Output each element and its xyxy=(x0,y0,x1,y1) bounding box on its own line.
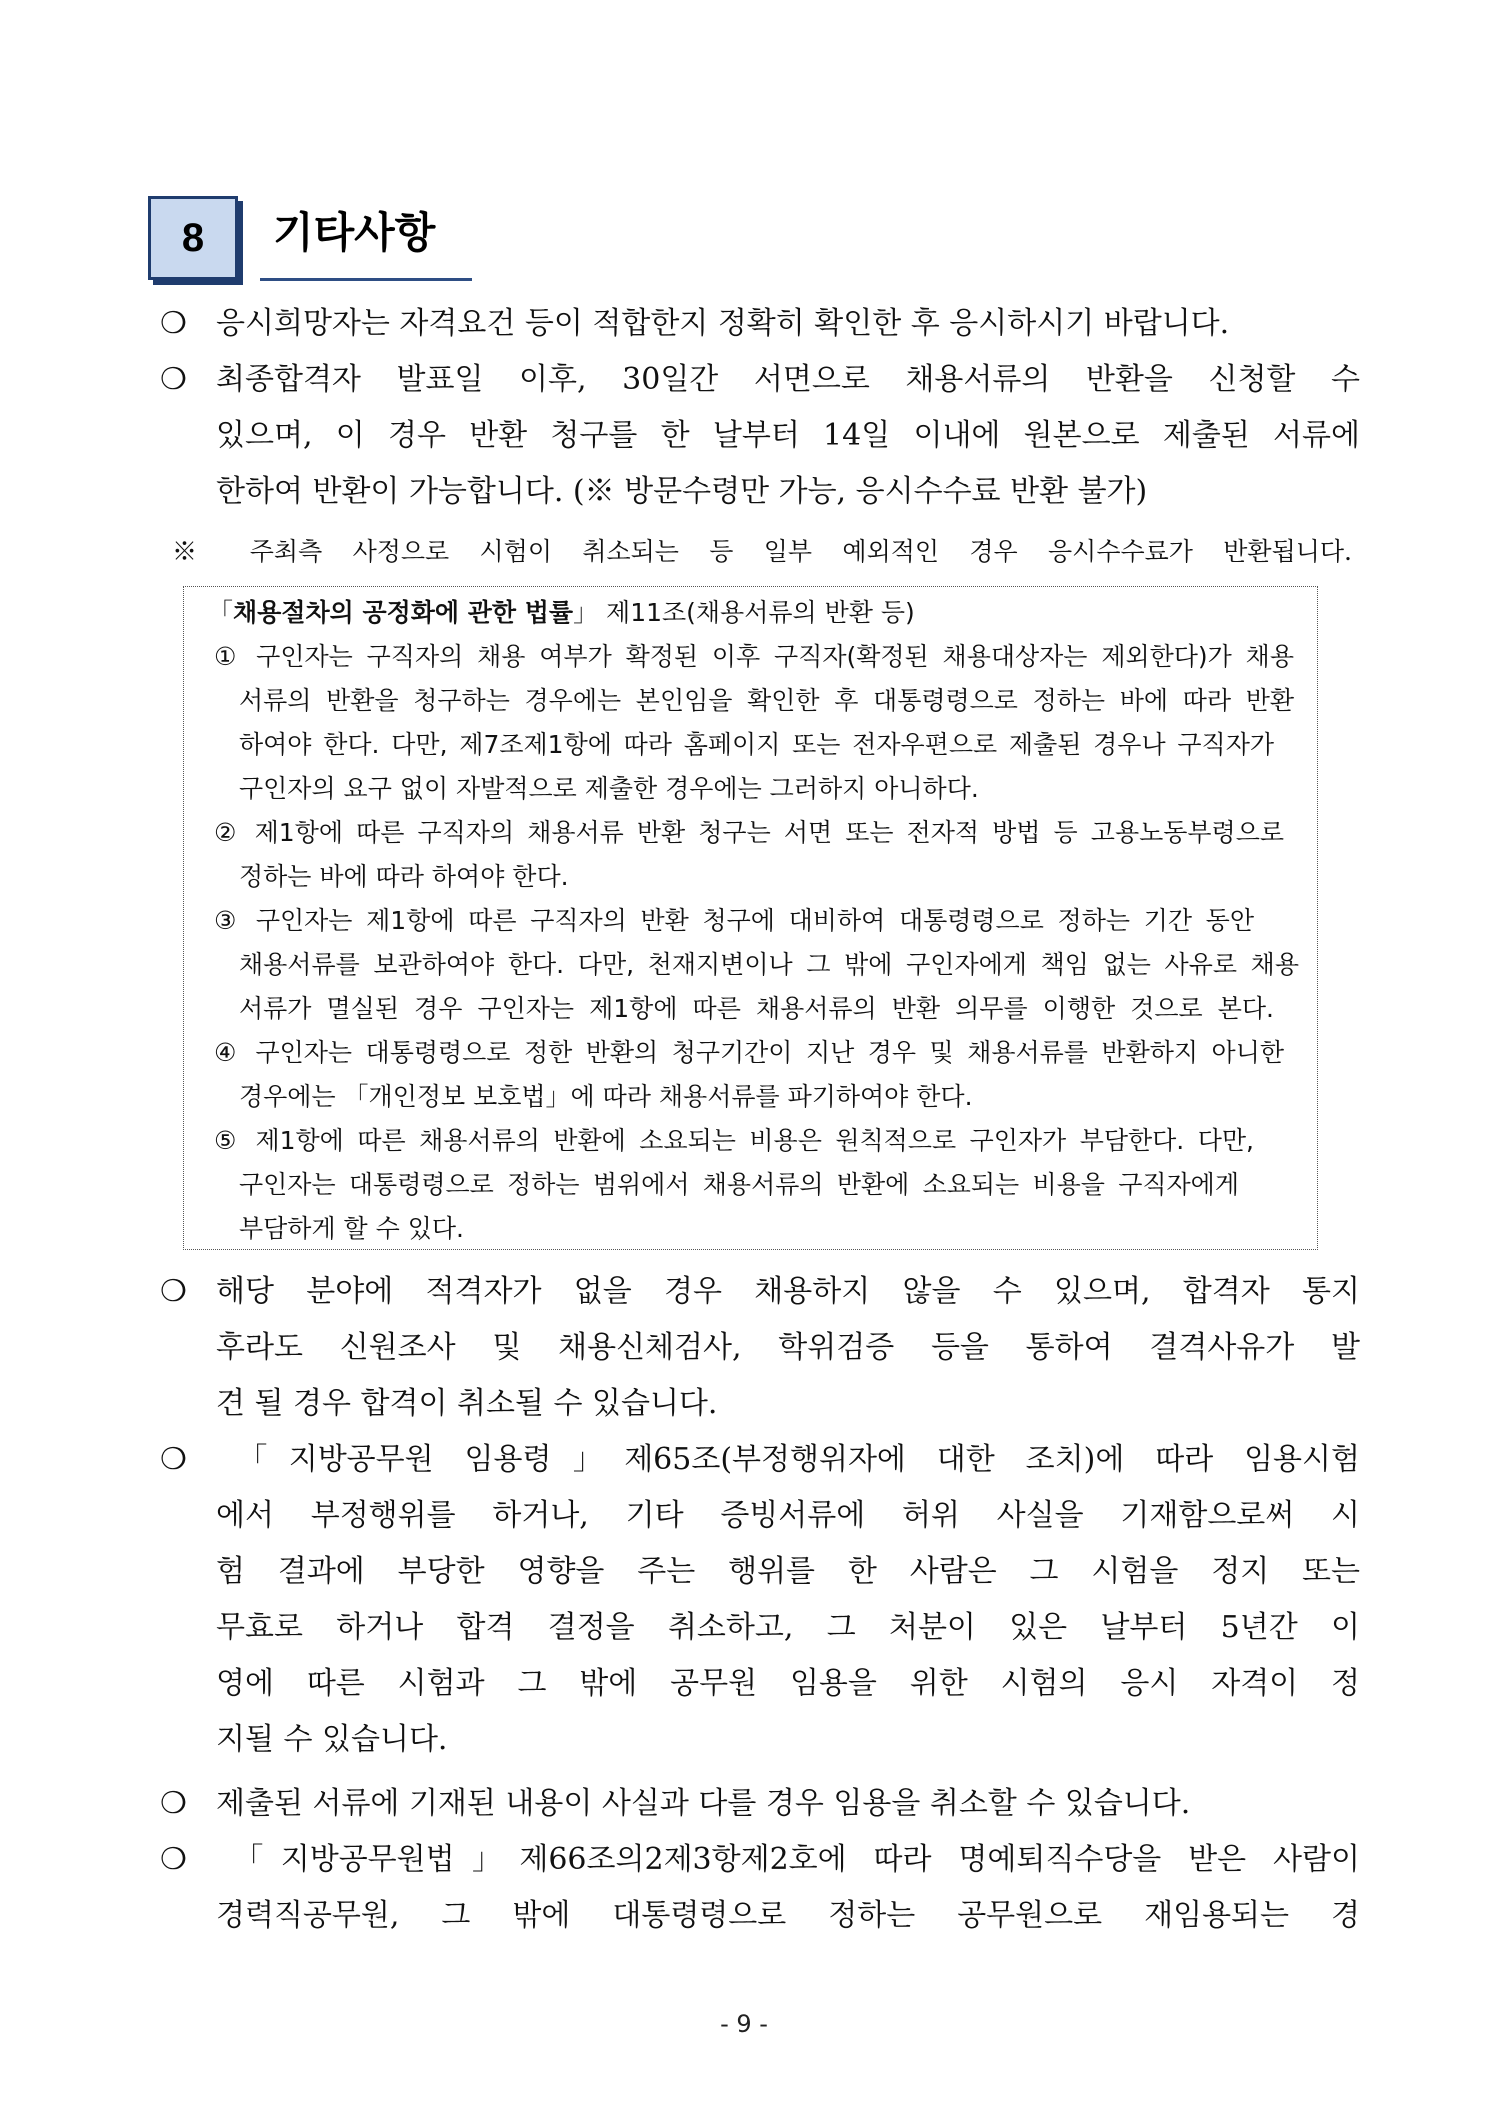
law-clause-line: 구인자는 대통령령으로 정하는 범위에서 채용서류의 반환에 소요되는 비용을 구직자에게 xyxy=(239,1170,1239,1199)
paragraph-line: 있으며, 이 경우 반환 청구를 한 날부터 14일 이내에 원본으로 제출된 서류에 xyxy=(216,418,1360,453)
paragraph-line: ❍ 최종합격자 발표일 이후, 30일간 서면으로 채용서류의 반환을 신청할 수 xyxy=(160,352,1360,408)
paragraph-1 xyxy=(160,296,1360,352)
section-header xyxy=(148,196,1348,286)
section-title-underline xyxy=(260,278,472,281)
paragraph-line: 한하여 반환이 가능합니다. (※ 방문수령만 가능, 응시수수료 반환 불가) xyxy=(216,474,1148,509)
paragraph-line: 무효로 하거나 합격 결정을 취소하고, 그 처분이 있은 날부터 5년간 이 xyxy=(216,1610,1360,1645)
law-clause-line: 서류가 멸실된 경우 구인자는 제1항에 따른 채용서류의 반환 의무를 이행한 것으로 본다. xyxy=(239,994,1274,1023)
bullet-icon: ❍ xyxy=(160,306,187,341)
paragraph-line: ❍ 제출된 서류에 기재된 내용이 사실과 다를 경우 임용을 취소할 수 있습니다. xyxy=(160,1776,1360,1832)
paragraph-line: ❍ 「지방공무원법」제66조의2제3항제2호에 따라 명예퇴직수당을 받은 사람이 xyxy=(160,1832,1360,1888)
note-mark: ※ xyxy=(172,537,220,566)
law-clause-line: ① 구인자는 구직자의 채용 여부가 확정된 이후 구직자(확정된 채용대상자는 제외한다)가 채용 xyxy=(214,642,1294,671)
section-number-box: 8 xyxy=(148,196,238,280)
paragraph-line: ❍ 응시희망자는 자격요건 등이 적합한지 정확히 확인한 후 응시하시기 바랍니다. xyxy=(160,296,1360,352)
law-clause-line: ③ 구인자는 제1항에 따른 구직자의 반환 청구에 대비하여 대통령령으로 정하는 기간 동안 xyxy=(214,906,1254,935)
law-title: 「채용절차의 공정화에 관한 법률」 제11조(채용서류의 반환 등) xyxy=(208,598,915,627)
law-clause-line: 채용서류를 보관하여야 한다. 다만, 천재지변이나 그 밖에 구인자에게 책임 없는 사유로 채용 xyxy=(239,950,1299,979)
law-clause-line: ④ 구인자는 대통령령으로 정한 반환의 청구기간이 지난 경우 및 채용서류를 반환하지 아니한 xyxy=(214,1038,1284,1067)
paragraph-6 xyxy=(160,1832,1360,1944)
paragraph-2 xyxy=(160,352,1360,520)
paragraph-line: 경력직공무원, 그 밖에 대통령령으로 정하는 공무원으로 재임용되는 경 xyxy=(216,1898,1360,1933)
paragraph-line: 영에 따른 시험과 그 밖에 공무원 임용을 위한 시험의 응시 자격이 정 xyxy=(216,1666,1360,1701)
paragraph-line: 견 될 경우 합격이 취소될 수 있습니다. xyxy=(216,1386,718,1421)
paragraph-line: 지될 수 있습니다. xyxy=(216,1722,448,1757)
paragraph-4 xyxy=(160,1432,1360,1768)
paragraph-line: 험 결과에 부당한 영향을 주는 행위를 한 사람은 그 시험을 정지 또는 xyxy=(216,1554,1360,1589)
note-line: ※ 주최측 사정으로 시험이 취소되는 등 일부 예외적인 경우 응시수수료가 반환됩니다. xyxy=(172,537,1352,566)
paragraph-3 xyxy=(160,1264,1360,1432)
law-clause-line: 하여야 한다. 다만, 제7조제1항에 따라 홈페이지 또는 전자우편으로 제출된 경우나 구직자가 xyxy=(239,730,1274,759)
law-clause-line: 정하는 바에 따라 하여야 한다. xyxy=(239,862,569,891)
bullet-icon: ❍ xyxy=(160,1842,187,1877)
section-title: 기타사항 xyxy=(273,208,436,257)
law-clause-line: 서류의 반환을 청구하는 경우에는 본인임을 확인한 후 대통령령으로 정하는 바에 따라 반환 xyxy=(239,686,1294,715)
paragraph-5 xyxy=(160,1776,1360,1832)
paragraph-line: 에서 부정행위를 하거나, 기타 증빙서류에 허위 사실을 기재함으로써 시 xyxy=(216,1498,1360,1533)
law-clause-line: 경우에는 「개인정보 보호법」에 따라 채용서류를 파기하여야 한다. xyxy=(239,1082,973,1111)
paragraph-line: ❍ 해당 분야에 적격자가 없을 경우 채용하지 않을 수 있으며, 합격자 통지 xyxy=(160,1264,1360,1320)
law-excerpt-box xyxy=(183,586,1318,1250)
paragraph-line: ❍ 「지방공무원 임용령」제65조(부정행위자에 대한 조치)에 따라 임용시험 xyxy=(160,1432,1360,1488)
law-clause-line: 부담하게 할 수 있다. xyxy=(239,1214,464,1243)
law-clause-line: 구인자의 요구 없이 자발적으로 제출한 경우에는 그러하지 아니하다. xyxy=(239,774,979,803)
paragraph-line: 후라도 신원조사 및 채용신체검사, 학위검증 등을 통하여 결격사유가 발 xyxy=(216,1330,1360,1365)
bullet-icon: ❍ xyxy=(160,1786,187,1821)
law-clause-line: ② 제1항에 따른 구직자의 채용서류 반환 청구는 서면 또는 전자적 방법 등 고용노동부령으로 xyxy=(214,818,1284,847)
bullet-icon: ❍ xyxy=(160,362,187,397)
bullet-icon: ❍ xyxy=(160,1442,187,1477)
bullet-icon: ❍ xyxy=(160,1274,187,1309)
law-clause-line: ⑤ 제1항에 따른 채용서류의 반환에 소요되는 비용은 원칙적으로 구인자가 부담한다. 다만, xyxy=(214,1126,1254,1155)
page-number: - 9 - xyxy=(720,2010,768,2038)
